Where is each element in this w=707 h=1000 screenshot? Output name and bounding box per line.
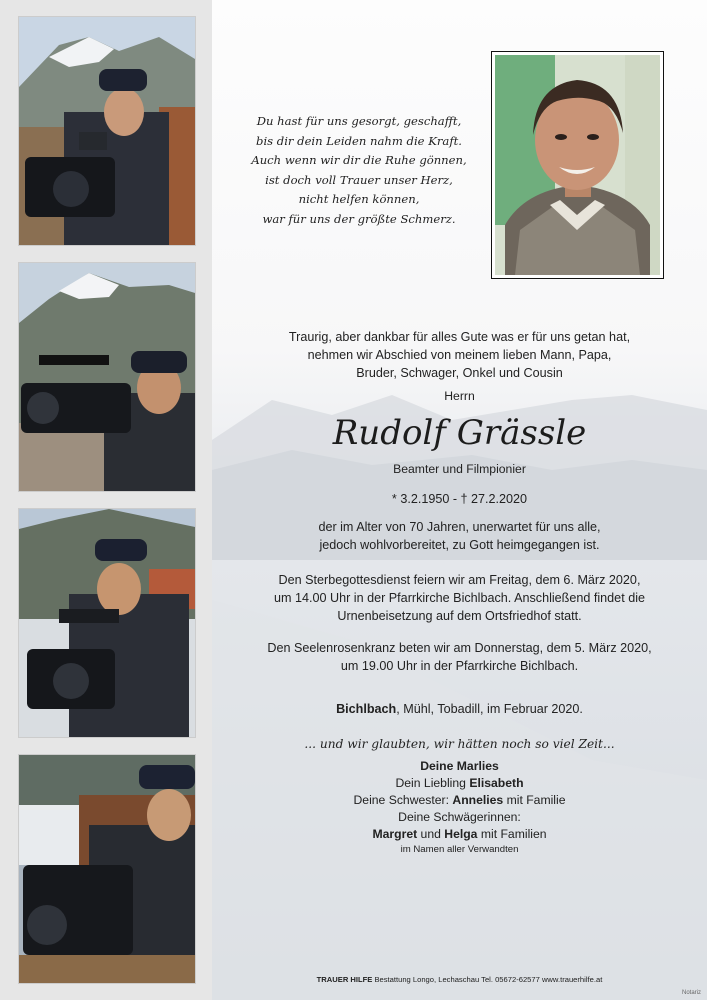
sidebar-photo-2 (18, 262, 196, 492)
mourner-text: und (417, 827, 445, 841)
intro-line: Traurig, aber dankbar für alles Gute was er für uns getan hat, (288, 330, 631, 344)
poem-line: bis dir dein Leiden nahm die Kraft. (256, 133, 462, 148)
mourner-sister (212, 792, 707, 809)
cameraman-photo-4 (19, 755, 195, 983)
sidebar-photo-4 (18, 754, 196, 984)
service-line: um 14.00 Uhr in der Pfarrkirche Bichlbach. Anschließend findet die (273, 591, 645, 605)
cameraman-photo-1 (19, 17, 195, 245)
cameraman-photo-2 (19, 263, 195, 491)
mourner-name: Elisabeth (469, 776, 524, 790)
place-rest: , Mühl, Tobadill, im Februar 2020. (396, 702, 583, 716)
cameraman-photo-3 (19, 509, 195, 737)
intro-line: Bruder, Schwager, Onkel und Cousin (356, 366, 563, 380)
portrait-image (495, 55, 660, 275)
rosary-line: um 19.00 Uhr in der Pfarrkirche Bichlbach. (340, 659, 579, 673)
life-dates: * 3.2.1950 - † 27.2.2020 (391, 492, 528, 506)
rosary-info (212, 639, 707, 675)
occupation: Beamter und Filmpionier (393, 462, 526, 476)
mourners-list (212, 758, 707, 857)
death-notice-line: jedoch wohlvorbereitet, zu Gott heimgegangen ist. (319, 538, 600, 552)
mourner-name: Annelies (452, 793, 504, 807)
mourner-sisters-in-law (212, 826, 707, 843)
place-town: Bichlbach (336, 702, 397, 716)
poem-line: Auch wenn wir dir die Ruhe gönnen, (251, 153, 467, 167)
portrait-photo (491, 51, 664, 279)
mourner-name: Helga (444, 827, 478, 841)
mourner-sisters-in-law-label: Deine Schwägerinnen: (398, 810, 521, 824)
place-and-date (212, 700, 707, 718)
intro-text (212, 328, 707, 382)
service-line: Urnenbeisetzung auf dem Ortsfriedhof statt. (337, 609, 582, 623)
mourner-text: Dein Liebling (395, 776, 470, 790)
mourner-text: mit Familien (477, 827, 547, 841)
death-notice-line: der im Alter von 70 Jahren, unerwartet für uns alle, (318, 520, 601, 534)
funeral-service-info (212, 571, 707, 625)
poem-line: ist doch voll Trauer unser Herz, (265, 172, 453, 187)
deceased-name: Rudolf Grässle (332, 413, 587, 453)
mourner-name: Margret (372, 827, 418, 841)
poem-line: Du hast für uns gesorgt, geschafft, (256, 114, 462, 128)
mourner-wife: Deine Marlies (420, 759, 499, 773)
mourner-text: mit Familie (503, 793, 566, 807)
footer (212, 975, 707, 984)
service-line: Den Sterbegottesdienst feiern wir am Freitag, dem 6. März 2020, (278, 573, 641, 587)
footer-brand: TRAUER HILFE (316, 975, 373, 984)
obituary-panel (212, 0, 707, 1000)
closing-line: ... und wir glaubten, wir hätten noch so viel Zeit... (304, 737, 615, 751)
photo-sidebar (0, 0, 212, 1000)
rosary-line: Den Seelenrosenkranz beten wir am Donnerstag, dem 5. März 2020, (267, 641, 652, 655)
sidebar-photo-1 (18, 16, 196, 246)
salutation: Herrn (444, 389, 475, 403)
death-notice (212, 518, 707, 554)
poem-line: war für uns der größte Schmerz. (262, 211, 456, 226)
poem (234, 112, 484, 229)
poem-line: nicht helfen können, (298, 192, 420, 206)
mourner-relatives: im Namen aller Verwandten (400, 844, 519, 855)
corner-mark: Notariz (681, 990, 701, 996)
footer-contact: Bestattung Longo, Lechaschau Tel. 05672-62577 www.trauerhilfe.at (372, 975, 603, 984)
mourner-daughter (212, 775, 707, 792)
mourner-text: Deine Schwester: (353, 793, 453, 807)
sidebar-photo-3 (18, 508, 196, 738)
intro-line: nehmen wir Abschied von meinem lieben Mann, Papa, (307, 348, 612, 362)
